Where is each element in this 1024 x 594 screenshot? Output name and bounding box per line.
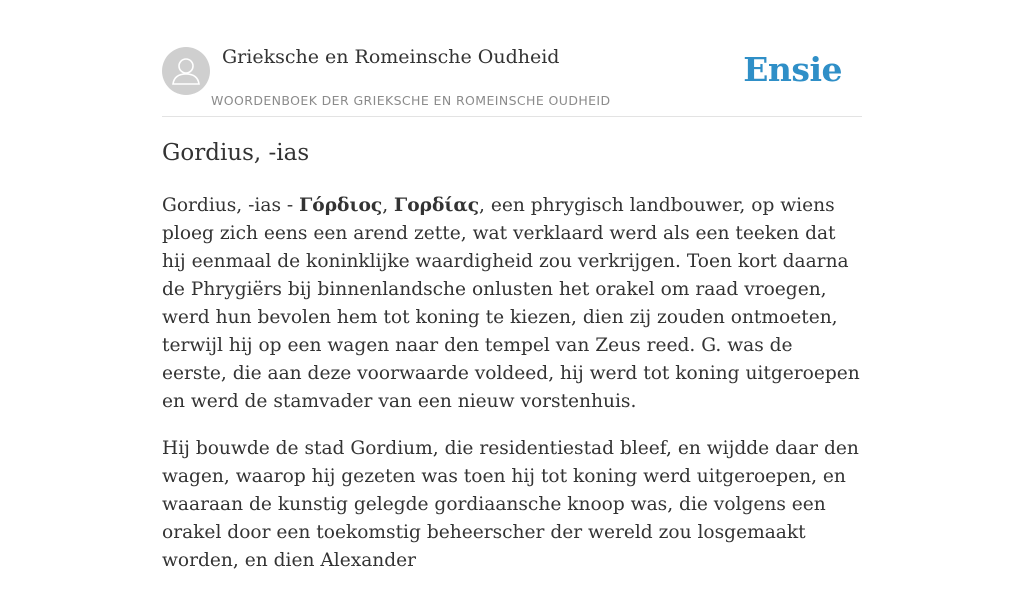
entry-content [162, 192, 862, 594]
greek-term-1: Γόρδιος [299, 195, 383, 216]
ensie-logo[interactable]: Ensie [743, 50, 842, 89]
entry-text-1: , een phrygisch landbouwer, op wiens ploeg zich eens een arend zette, wat verklaard werd als een teeken dat hij eenmaal de koninklijke waardigheid zou verkrijgen. Toen kort daarna de Phrygiërs bij binnenlandsche onlusten het orakel om raad vroegen, werd hun bevolen hem tot koning te kiezen, dien zij zouden ontmoeten, terwijl hij op een wagen naar den tempel van Zeus reed. G. was de eerste, die aan deze voorwaarde voldeed, hij werd tot koning uitgeroepen en werd de stamvader van een nieuw vorstenhuis. [162, 195, 860, 412]
site-title[interactable]: Grieksche en Romeinsche Oudheid [222, 46, 560, 68]
entry-title: Gordius, -ias [162, 140, 310, 166]
site-header [162, 40, 862, 117]
entry-lead: Gordius, -ias - [162, 195, 300, 216]
entry-paragraph-1 [162, 192, 862, 416]
greek-separator: , [382, 195, 395, 216]
greek-term-2: Γορδίας [394, 195, 480, 216]
user-icon[interactable] [162, 47, 210, 95]
site-subtitle: WOORDENBOEK DER GRIEKSCHE EN ROMEINSCHE OUDHEID [211, 93, 611, 108]
entry-paragraph-2: Hij bouwde de stad Gordium, die residentiestad bleef, en wijdde daar den wagen, waarop hij gezeten was toen hij tot koning werd uitgeroepen, en waaraan de kunstig gelegde gordiaansche knoop was, die volgens een orakel door een toekomstig beheerscher der wereld zou losgemaakt worden, en dien Alexander [162, 438, 859, 571]
